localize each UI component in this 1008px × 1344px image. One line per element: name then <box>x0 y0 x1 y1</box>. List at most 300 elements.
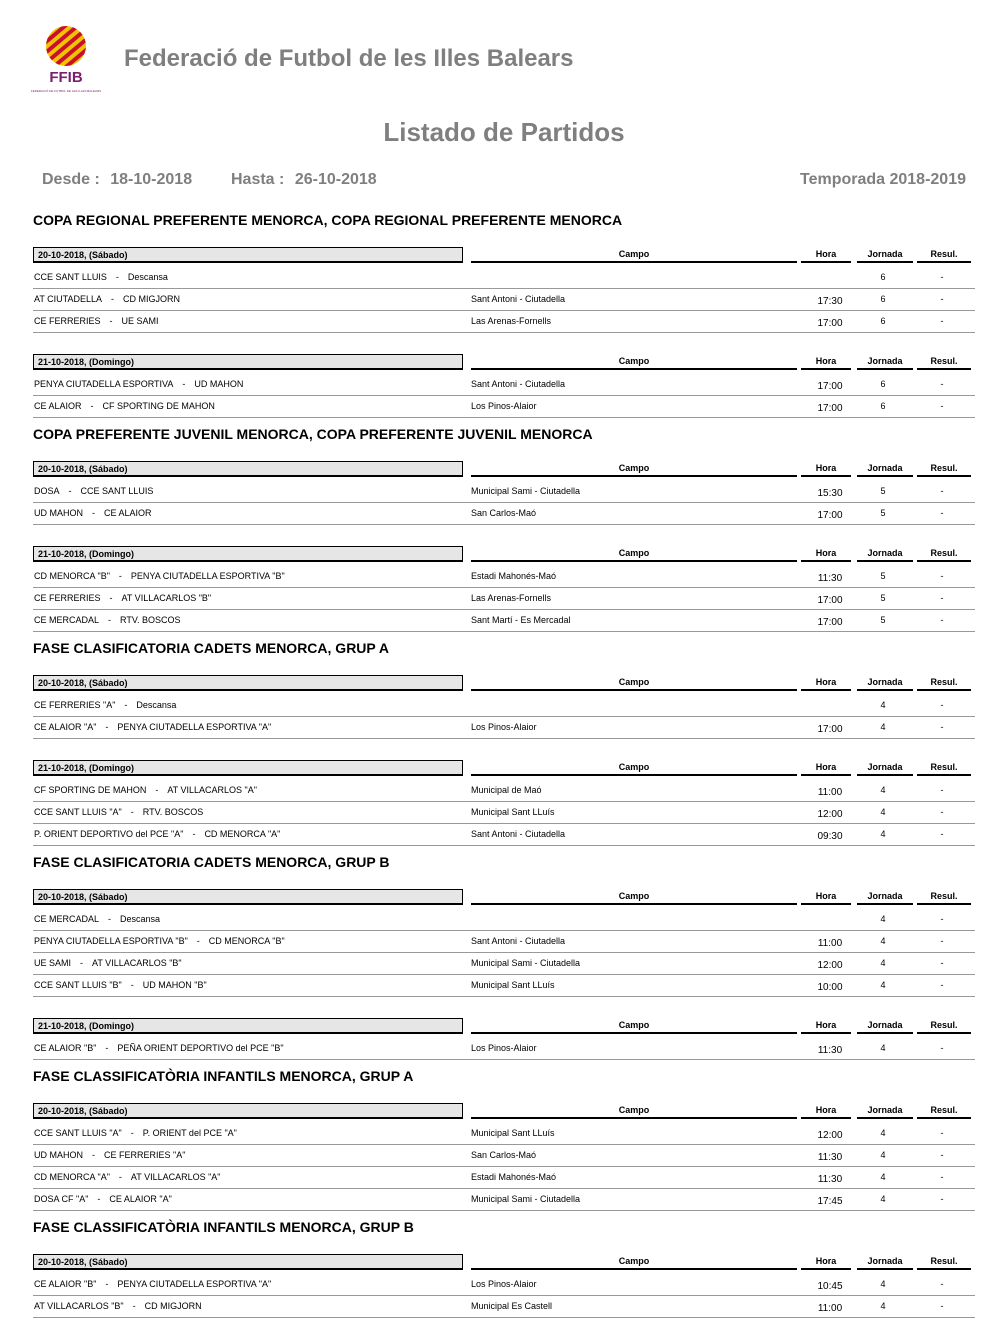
hasta-label: Hasta : <box>231 171 285 188</box>
kickoff-time: 12:00 <box>817 960 843 971</box>
kickoff-time: 10:00 <box>817 982 843 993</box>
round-number: 5 <box>880 508 886 518</box>
round-number: 6 <box>880 316 886 326</box>
home-team: CD MENORCA "A" <box>34 1172 110 1182</box>
match-teams <box>34 486 153 496</box>
result: - <box>940 700 944 710</box>
result: - <box>940 807 944 817</box>
match-teams <box>34 615 181 625</box>
away-team: P. ORIENT del PCE "A" <box>142 1128 237 1138</box>
competition-title: FASE CLASSIFICATÒRIA INFANTILS MENORCA, GRUP B <box>33 1219 414 1235</box>
round-number: 4 <box>880 829 886 839</box>
table-row <box>33 481 975 503</box>
day-block <box>33 675 975 739</box>
home-team: CCE SANT LLUIS <box>34 272 107 282</box>
home-team: DOSA CF "A" <box>34 1194 89 1204</box>
result: - <box>940 936 944 946</box>
result: - <box>940 1172 944 1182</box>
kickoff-time: 17:00 <box>817 510 843 521</box>
table-row <box>33 374 975 396</box>
column-header-campo: Campo <box>471 247 797 263</box>
away-team: CD MENORCA "A" <box>204 829 281 839</box>
team-separator: - <box>155 785 159 795</box>
day-header <box>33 889 975 909</box>
away-team: CE ALAIOR <box>104 508 152 518</box>
column-header-hora: Hora <box>801 247 851 263</box>
result: - <box>940 508 944 518</box>
table-row <box>33 975 975 997</box>
kickoff-time: 11:30 <box>817 573 843 584</box>
venue: Los Pinos-Alaior <box>471 401 537 411</box>
result: - <box>940 272 944 282</box>
venue: Los Pinos-Alaior <box>471 1043 537 1053</box>
column-header-campo: Campo <box>471 1018 797 1034</box>
home-team: CD MENORCA "B" <box>34 571 110 581</box>
competition-title: FASE CLASIFICATORIA CADETS MENORCA, GRUP A <box>33 640 389 656</box>
result: - <box>940 722 944 732</box>
result: - <box>940 958 944 968</box>
round-number: 4 <box>880 1128 886 1138</box>
column-header-campo: Campo <box>471 461 797 477</box>
venue: Los Pinos-Alaior <box>471 1279 537 1289</box>
match-teams <box>34 379 243 389</box>
away-team: PEÑA ORIENT DEPORTIVO del PCE "B" <box>117 1043 284 1053</box>
day-label: 20-10-2018, (Sábado) <box>33 889 463 905</box>
venue: Sant Antoni - Ciutadella <box>471 829 566 839</box>
kickoff-time: 11:30 <box>817 1174 843 1185</box>
day-header <box>33 675 975 695</box>
result: - <box>940 1150 944 1160</box>
round-number: 5 <box>880 593 886 603</box>
kickoff-time: 11:30 <box>817 1152 843 1163</box>
team-separator: - <box>68 486 72 496</box>
table-row <box>33 1167 975 1189</box>
day-header <box>33 1018 975 1038</box>
match-teams <box>34 1194 172 1204</box>
result: - <box>940 829 944 839</box>
column-header-jornada: Jornada <box>857 760 913 776</box>
column-header-resul: Resul. <box>917 889 971 905</box>
kickoff-time: 17:00 <box>817 724 843 735</box>
table-row <box>33 824 975 846</box>
match-teams <box>34 272 168 282</box>
column-header-jornada: Jornada <box>857 1254 913 1270</box>
home-team: PENYA CIUTADELLA ESPORTIVA "B" <box>34 936 188 946</box>
match-teams <box>34 401 215 411</box>
competition-section <box>33 418 975 632</box>
away-team: CCE SANT LLUIS <box>80 486 154 496</box>
away-team: UD MAHON "B" <box>142 980 207 990</box>
venue: Municipal Sant LLuís <box>471 980 555 990</box>
round-number: 4 <box>880 1301 886 1311</box>
away-team: UE SAMI <box>121 316 159 326</box>
ffib-logo <box>30 22 102 98</box>
round-number: 4 <box>880 980 886 990</box>
column-header-hora: Hora <box>801 1018 851 1034</box>
kickoff-time: 11:00 <box>817 938 843 949</box>
home-team: CF SPORTING DE MAHON <box>34 785 147 795</box>
match-teams <box>34 914 160 924</box>
day-block <box>33 546 975 632</box>
team-separator: - <box>105 1043 109 1053</box>
round-number: 4 <box>880 914 886 924</box>
venue: Sant Antoni - Ciutadella <box>471 936 566 946</box>
round-number: 4 <box>880 722 886 732</box>
match-teams <box>34 1043 284 1053</box>
match-teams <box>34 807 203 817</box>
match-teams <box>34 936 285 946</box>
column-header-hora: Hora <box>801 1254 851 1270</box>
away-team: PENYA CIUTADELLA ESPORTIVA "B" <box>130 571 285 581</box>
team-separator: - <box>130 1128 134 1138</box>
table-row <box>33 909 975 931</box>
column-header-resul: Resul. <box>917 546 971 562</box>
column-header-hora: Hora <box>801 546 851 562</box>
home-team: CE ALAIOR "A" <box>34 722 97 732</box>
away-team: AT VILLACARLOS "B" <box>92 958 182 968</box>
competition-section <box>33 1060 975 1211</box>
away-team: CE ALAIOR "A" <box>109 1194 172 1204</box>
table-row <box>33 695 975 717</box>
logo-text: FFIB <box>49 69 83 86</box>
column-header-jornada: Jornada <box>857 889 913 905</box>
result: - <box>940 486 944 496</box>
match-teams <box>34 1150 185 1160</box>
round-number: 5 <box>880 571 886 581</box>
result: - <box>940 914 944 924</box>
table-row <box>33 1274 975 1296</box>
match-teams <box>34 294 180 304</box>
day-label: 21-10-2018, (Domingo) <box>33 546 463 562</box>
home-team: UD MAHON <box>34 1150 83 1160</box>
competition-title: FASE CLASIFICATORIA CADETS MENORCA, GRUP B <box>33 854 390 870</box>
day-label: 20-10-2018, (Sábado) <box>33 675 463 691</box>
team-separator: - <box>111 294 115 304</box>
column-header-campo: Campo <box>471 546 797 562</box>
away-team: Descansa <box>136 700 177 710</box>
column-header-jornada: Jornada <box>857 675 913 691</box>
team-separator: - <box>130 807 134 817</box>
away-team: UD MAHON <box>194 379 244 389</box>
day-label: 20-10-2018, (Sábado) <box>33 247 463 263</box>
day-label: 20-10-2018, (Sábado) <box>33 1103 463 1119</box>
venue: Sant Martí - Es Mercadal <box>471 615 571 625</box>
team-separator: - <box>109 593 113 603</box>
table-row <box>33 566 975 588</box>
day-block <box>33 461 975 525</box>
day-block <box>33 1103 975 1211</box>
away-team: RTV. BOSCOS <box>142 807 204 817</box>
team-separator: - <box>118 1172 122 1182</box>
competition-section <box>33 632 975 846</box>
result: - <box>940 316 944 326</box>
result: - <box>940 571 944 581</box>
round-number: 6 <box>880 272 886 282</box>
column-header-jornada: Jornada <box>857 1103 913 1119</box>
away-team: Descansa <box>120 914 161 924</box>
away-team: CD MIGJORN <box>144 1301 202 1311</box>
team-separator: - <box>97 1194 101 1204</box>
away-team: AT VILLACARLOS "A" <box>130 1172 221 1182</box>
day-block <box>33 1254 975 1318</box>
team-separator: - <box>80 958 84 968</box>
home-team: CE ALAIOR "B" <box>34 1279 97 1289</box>
day-label: 21-10-2018, (Domingo) <box>33 760 463 776</box>
column-header-campo: Campo <box>471 1103 797 1119</box>
table-row <box>33 503 975 525</box>
table-row <box>33 1296 975 1318</box>
home-team: AT CIUTADELLA <box>34 294 103 304</box>
round-number: 4 <box>880 807 886 817</box>
match-teams <box>34 829 280 839</box>
column-header-hora: Hora <box>801 461 851 477</box>
venue: Municipal Sami - Ciutadella <box>471 486 581 496</box>
round-number: 6 <box>880 401 886 411</box>
match-teams <box>34 508 152 518</box>
table-row <box>33 1123 975 1145</box>
kickoff-time: 11:00 <box>817 1303 843 1314</box>
venue: Estadi Mahonés-Maó <box>471 1172 557 1182</box>
column-header-resul: Resul. <box>917 354 971 370</box>
competition-section <box>33 204 975 418</box>
kickoff-time: 11:30 <box>817 1045 843 1056</box>
column-header-campo: Campo <box>471 354 797 370</box>
day-block <box>33 760 975 846</box>
competition-title: COPA REGIONAL PREFERENTE MENORCA, COPA REGIONAL PREFERENTE MENORCA <box>33 212 623 228</box>
away-team: PENYA CIUTADELLA ESPORTIVA "A" <box>117 722 272 732</box>
team-separator: - <box>118 571 122 581</box>
result: - <box>940 785 944 795</box>
competition-section <box>33 846 975 1060</box>
team-separator: - <box>108 914 112 924</box>
column-header-resul: Resul. <box>917 461 971 477</box>
day-header <box>33 461 975 481</box>
away-team: AT VILLACARLOS "A" <box>167 785 257 795</box>
day-header <box>33 354 975 374</box>
away-team: CD MIGJORN <box>123 294 181 304</box>
column-header-campo: Campo <box>471 1254 797 1270</box>
column-header-resul: Resul. <box>917 675 971 691</box>
desde-label: Desde : <box>42 171 100 188</box>
result: - <box>940 294 944 304</box>
competition-title: FASE CLASSIFICATÒRIA INFANTILS MENORCA, GRUP A <box>33 1068 414 1084</box>
round-number: 4 <box>880 1150 886 1160</box>
kickoff-time: 17:45 <box>817 1196 843 1207</box>
venue: Las Arenas-Fornells <box>471 316 552 326</box>
venue: Municipal de Maó <box>471 785 542 795</box>
team-separator: - <box>130 980 134 990</box>
season-label: Temporada 2018-2019 <box>799 171 966 188</box>
day-header <box>33 247 975 267</box>
column-header-resul: Resul. <box>917 1103 971 1119</box>
column-header-resul: Resul. <box>917 1018 971 1034</box>
away-team: Descansa <box>127 272 168 282</box>
kickoff-time: 17:00 <box>817 595 843 606</box>
result: - <box>940 1279 944 1289</box>
result: - <box>940 615 944 625</box>
home-team: P. ORIENT DEPORTIVO del PCE "A" <box>34 829 184 839</box>
home-team: CE MERCADAL <box>34 914 100 924</box>
home-team: UD MAHON <box>34 508 83 518</box>
day-label: 20-10-2018, (Sábado) <box>33 461 463 477</box>
kickoff-time: 17:00 <box>817 381 843 392</box>
match-teams <box>34 785 257 795</box>
round-number: 4 <box>880 936 886 946</box>
away-team: CF SPORTING DE MAHON <box>102 401 215 411</box>
home-team: CCE SANT LLUIS "A" <box>34 1128 122 1138</box>
day-label: 21-10-2018, (Domingo) <box>33 354 463 370</box>
round-number: 4 <box>880 1043 886 1053</box>
home-team: CE FERRERIES "A" <box>34 700 116 710</box>
venue: Los Pinos-Alaior <box>471 722 537 732</box>
match-teams <box>34 722 271 732</box>
away-team: CD MENORCA "B" <box>208 936 285 946</box>
date-range <box>42 171 383 189</box>
day-block <box>33 1018 975 1060</box>
day-label: 21-10-2018, (Domingo) <box>33 1018 463 1034</box>
match-teams <box>34 1128 237 1138</box>
result: - <box>940 379 944 389</box>
round-number: 6 <box>880 294 886 304</box>
round-number: 5 <box>880 486 886 496</box>
match-listing <box>33 204 975 1318</box>
team-separator: - <box>109 316 113 326</box>
result: - <box>940 1043 944 1053</box>
kickoff-time: 17:00 <box>817 318 843 329</box>
column-header-hora: Hora <box>801 889 851 905</box>
table-row <box>33 931 975 953</box>
round-number: 4 <box>880 1194 886 1204</box>
match-teams <box>34 980 207 990</box>
round-number: 6 <box>880 379 886 389</box>
day-block <box>33 354 975 418</box>
home-team: CE MERCADAL <box>34 615 100 625</box>
venue: Sant Antoni - Ciutadella <box>471 294 566 304</box>
hasta-value: 26-10-2018 <box>294 171 377 188</box>
table-row <box>33 610 975 632</box>
venue: San Carlos-Maó <box>471 508 537 518</box>
kickoff-time: 12:00 <box>817 809 843 820</box>
column-header-jornada: Jornada <box>857 354 913 370</box>
column-header-campo: Campo <box>471 889 797 905</box>
venue: Municipal Sant LLuís <box>471 807 555 817</box>
column-header-resul: Resul. <box>917 1254 971 1270</box>
column-header-hora: Hora <box>801 760 851 776</box>
away-team: RTV. BOSCOS <box>120 615 181 625</box>
result: - <box>940 1128 944 1138</box>
match-teams <box>34 1279 271 1289</box>
venue: Municipal Sami - Ciutadella <box>471 1194 581 1204</box>
home-team: CE ALAIOR "B" <box>34 1043 97 1053</box>
page-title: Listado de Partidos <box>383 117 625 147</box>
team-separator: - <box>182 379 186 389</box>
home-team: CE ALAIOR <box>34 401 82 411</box>
match-teams <box>34 958 182 968</box>
day-header <box>33 546 975 566</box>
kickoff-time: 10:45 <box>817 1281 843 1292</box>
away-team: AT VILLACARLOS "B" <box>121 593 212 603</box>
away-team: CE FERRERIES "A" <box>104 1150 186 1160</box>
team-separator: - <box>105 722 109 732</box>
venue: Municipal Sami - Ciutadella <box>471 958 581 968</box>
home-team: CCE SANT LLUIS "A" <box>34 807 122 817</box>
table-row <box>33 802 975 824</box>
venue: San Carlos-Maó <box>471 1150 537 1160</box>
column-header-hora: Hora <box>801 354 851 370</box>
day-block <box>33 247 975 333</box>
logo-subtext: FEDERACIÓ DE FUTBOL DE LES ILLES BALEARS <box>30 89 102 93</box>
round-number: 4 <box>880 1279 886 1289</box>
team-separator: - <box>92 508 95 518</box>
column-header-campo: Campo <box>471 760 797 776</box>
match-teams <box>34 700 176 710</box>
venue: Municipal Sant LLuís <box>471 1128 555 1138</box>
result: - <box>940 1301 944 1311</box>
round-number: 4 <box>880 958 886 968</box>
table-row <box>33 953 975 975</box>
table-row <box>33 1189 975 1211</box>
team-separator: - <box>92 1150 95 1160</box>
column-header-hora: Hora <box>801 675 851 691</box>
home-team: CE FERRERIES <box>34 593 101 603</box>
table-row <box>33 289 975 311</box>
result: - <box>940 980 944 990</box>
column-header-jornada: Jornada <box>857 247 913 263</box>
result: - <box>940 593 944 603</box>
round-number: 4 <box>880 785 886 795</box>
column-header-jornada: Jornada <box>857 546 913 562</box>
column-header-jornada: Jornada <box>857 461 913 477</box>
result: - <box>940 1194 944 1204</box>
home-team: DOSA <box>34 486 60 496</box>
day-block <box>33 889 975 997</box>
team-separator: - <box>124 700 128 710</box>
desde-value: 18-10-2018 <box>110 171 193 188</box>
day-header <box>33 1254 975 1274</box>
team-separator: - <box>90 401 94 411</box>
table-row <box>33 1145 975 1167</box>
column-header-hora: Hora <box>801 1103 851 1119</box>
table-row <box>33 780 975 802</box>
kickoff-time: 17:00 <box>817 617 843 628</box>
venue: Sant Antoni - Ciutadella <box>471 379 566 389</box>
column-header-resul: Resul. <box>917 247 971 263</box>
home-team: CE FERRERIES <box>34 316 101 326</box>
away-team: PENYA CIUTADELLA ESPORTIVA "A" <box>117 1279 272 1289</box>
team-separator: - <box>108 615 112 625</box>
table-row <box>33 588 975 610</box>
home-team: CCE SANT LLUIS "B" <box>34 980 122 990</box>
table-row <box>33 311 975 333</box>
org-title: Federació de Futbol de les Illes Balears <box>124 45 574 72</box>
team-separator: - <box>115 272 119 282</box>
result: - <box>940 401 944 411</box>
table-row <box>33 267 975 289</box>
table-row <box>33 717 975 739</box>
day-header <box>33 760 975 780</box>
kickoff-time: 11:00 <box>817 787 843 798</box>
column-header-resul: Resul. <box>917 760 971 776</box>
match-teams <box>34 571 285 581</box>
table-row <box>33 396 975 418</box>
kickoff-time: 17:30 <box>817 296 843 307</box>
competition-section <box>33 1211 975 1318</box>
team-separator: - <box>132 1301 136 1311</box>
match-teams <box>34 316 159 326</box>
match-teams <box>34 1301 202 1311</box>
day-label: 20-10-2018, (Sábado) <box>33 1254 463 1270</box>
team-separator: - <box>192 829 196 839</box>
